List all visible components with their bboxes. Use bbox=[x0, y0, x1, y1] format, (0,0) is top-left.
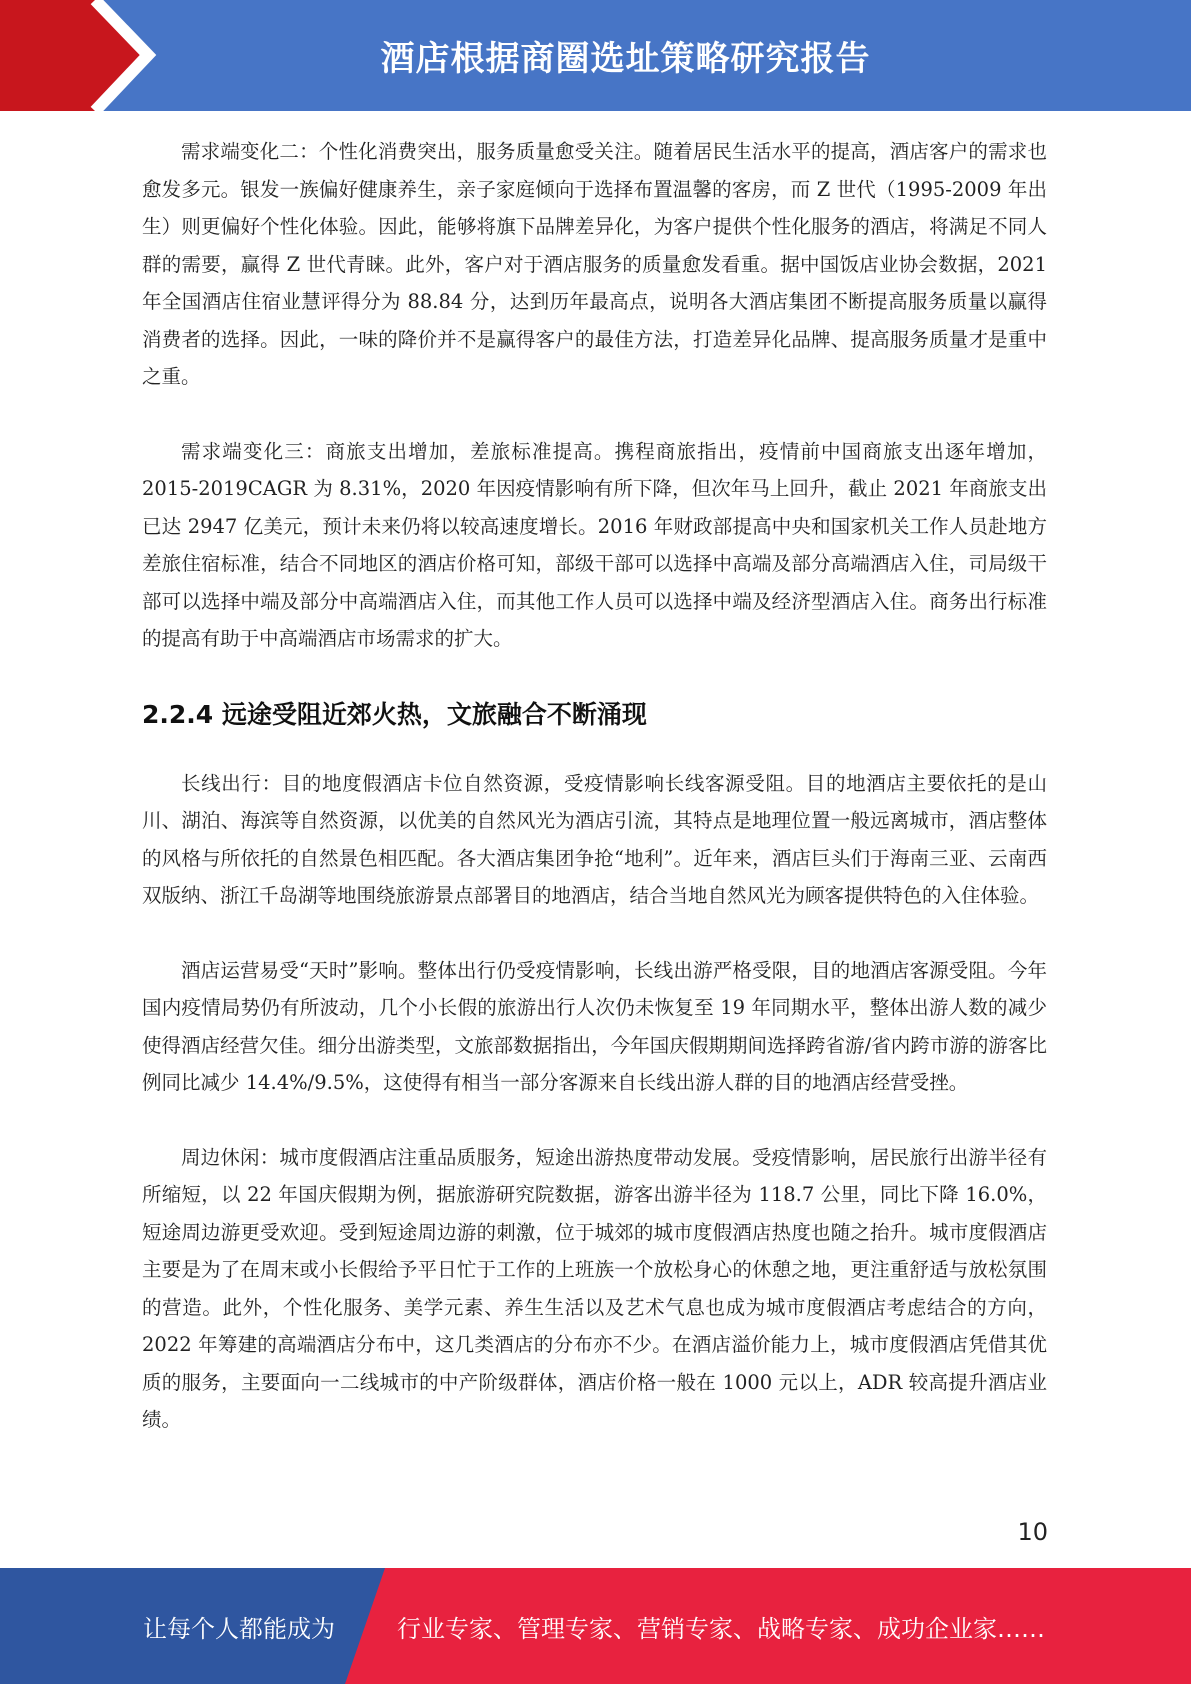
paragraph-hotel-operations: 酒店运营易受“天时”影响。整体出行仍受疫情影响，长线出游严格受限，目的地酒店客源受阻。今年国内疫情局势仍有所波动，几个小长假的旅游出行人次仍未恢复至 19 年同期水平，整体出游人数的减少使得酒店经营欠佳。细分出游类型，文旅部数据指出，今年国庆假期期间选择跨省游/省内跨市游的游客比例同比减少 14.4%/9.5%，这使得有相当一部分客源来自长线出游人群的目的地酒店经营受挫。 bbox=[142, 958, 1047, 1094]
footer-slogan-right: 行业专家、管理专家、营销专家、战略专家、成功企业家…… bbox=[397, 1614, 1045, 1643]
page-header bbox=[0, 0, 1191, 111]
paragraph-demand-change-2: 需求端变化二：个性化消费突出，服务质量愈受关注。随着居民生活水平的提高，酒店客户的需求也愈发多元。银发一族偏好健康养生，亲子家庭倾向于选择布置温馨的客房，而 Z 世代（1995-2009 年出生）则更偏好个性化体验。因此，能够将旗下品牌差异化，为客户提供个性化服务的酒店，将满足不同人群的需要，赢得 Z 世代青睐。此外，客户对于酒店服务的质量愈发看重。据中国饭店业协会数据，2021 年全国酒店住宿业慧评得分为 88.84 分，达到历年最高点，说明各大酒店集团不断提高服务质量以赢得消费者的选择。因此，一味的降价并不是赢得客户的最佳方法，打造差异化品牌、提高服务质量才是重中之重。 bbox=[142, 140, 1047, 388]
page-number: 10 bbox=[1017, 1518, 1048, 1546]
paragraph-long-distance-travel: 长线出行：目的地度假酒店卡位自然资源，受疫情影响长线客源受阻。目的地酒店主要依托的是山川、湖泊、海滨等自然资源，以优美的自然风光为酒店引流，其特点是地理位置一般远离城市，酒店整体的风格与所依托的自然景色相匹配。各大酒店集团争抢“地利”。近年来，酒店巨头们于海南三亚、云南西双版纳、浙江千岛湖等地围绕旅游景点部署目的地酒店，结合当地自然风光为顾客提供特色的入住体验。 bbox=[142, 771, 1047, 907]
section-heading: 2.2.4 远途受阻近郊火热，文旅融合不断涌现 bbox=[142, 699, 647, 729]
main-content bbox=[142, 133, 1047, 1476]
paragraph-surrounding-leisure: 周边休闲：城市度假酒店注重品质服务，短途出游热度带动发展。受疫情影响，居民旅行出游半径有所缩短，以 22 年国庆假期为例，据旅游研究院数据，游客出游半径为 118.7 公里，同比下降 16.0%，短途周边游更受欢迎。受到短途周边游的刺激，位于城郊的城市度假酒店热度也随之抬升。城市度假酒店主要是为了在周末或小长假给予平日忙于工作的上班族一个放松身心的休憩之地，更注重舒适与放松氛围的营造。此外，个性化服务、美学元素、养生生活以及艺术气息也成为城市度假酒店考虑结合的方向，2022 年筹建的高端酒店分布中，这几类酒店的分布亦不少。在酒店溢价能力上，城市度假酒店凭借其优质的服务，主要面向一二线城市的中产阶级群体，酒店价格一般在 1000 元以上，ADR 较高提升酒店业绩。 bbox=[142, 1145, 1047, 1431]
page-footer bbox=[0, 1568, 1191, 1684]
footer-slogan-left: 让每个人都能成为 bbox=[143, 1614, 335, 1643]
paragraph-demand-change-3: 需求端变化三：商旅支出增加，差旅标准提高。携程商旅指出，疫情前中国商旅支出逐年增加，2015-2019CAGR 为 8.31%，2020 年因疫情影响有所下降，但次年马上回升，截止 2021 年商旅支出已达 2947 亿美元，预计未来仍将以较高速度增长。2016 年财政部提高中央和国家机关工作人员赴地方差旅住宿标准，结合不同地区的酒店价格可知，部级干部可以选择中高端及部分高端酒店入住，司局级干部可以选择中端及部分中高端酒店入住，而其他工作人员可以选择中端及经济型酒店入住。商务出行标准的提高有助于中高端酒店市场需求的扩大。 bbox=[142, 439, 1047, 650]
header-title: 酒店根据商圈选址策略研究报告 bbox=[380, 39, 871, 79]
